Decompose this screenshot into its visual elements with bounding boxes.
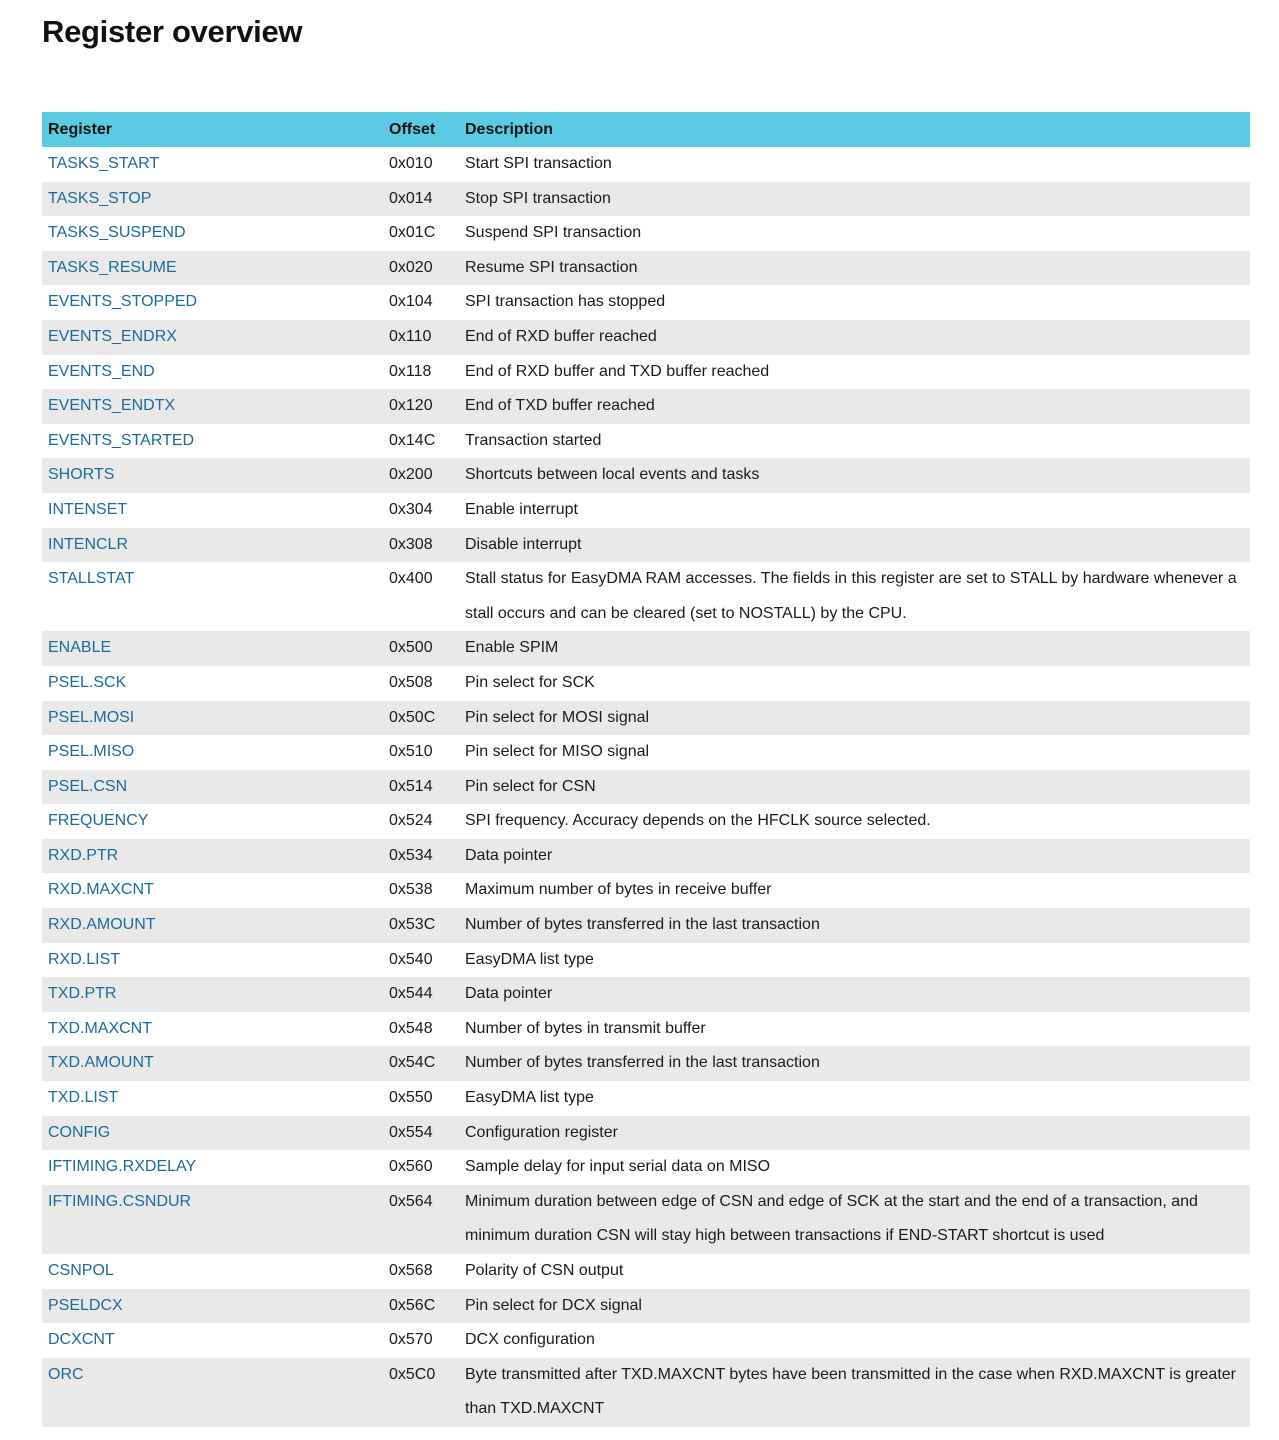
register-cell [42,182,383,217]
table-row [42,493,1250,528]
register-link[interactable]: PSELDCX [48,1296,123,1314]
description-cell: Stall status for EasyDMA RAM accesses. The fields in this register are set to STALL by hardware whenever a stall occurs and can be cleared (set to NOSTALL) by the CPU. [459,562,1250,631]
table-row [42,1254,1250,1289]
register-cell [42,216,383,251]
register-link[interactable]: TXD.PTR [48,985,117,1003]
register-cell [42,1116,383,1151]
table-row [42,943,1250,978]
description-cell: DCX configuration [459,1323,1250,1358]
table-row [42,631,1250,666]
register-cell [42,804,383,839]
description-cell: Polarity of CSN output [459,1254,1250,1289]
register-cell [42,320,383,355]
offset-cell: 0x118 [383,355,459,390]
offset-cell: 0x53C [383,908,459,943]
description-cell: Suspend SPI transaction [459,216,1250,251]
register-link[interactable]: ENABLE [48,639,112,657]
table-row [42,528,1250,563]
offset-cell: 0x014 [383,182,459,217]
table-row [42,666,1250,701]
register-cell [42,389,383,424]
offset-cell: 0x5C0 [383,1358,459,1427]
offset-cell: 0x568 [383,1254,459,1289]
offset-cell: 0x120 [383,389,459,424]
table-row [42,1323,1250,1358]
register-cell [42,1289,383,1324]
register-link[interactable]: RXD.MAXCNT [48,881,154,899]
description-cell: Data pointer [459,839,1250,874]
table-row [42,251,1250,286]
register-cell [42,355,383,390]
register-cell [42,1012,383,1047]
register-cell [42,1323,383,1358]
table-row [42,839,1250,874]
register-link[interactable]: RXD.LIST [48,950,121,968]
offset-cell: 0x308 [383,528,459,563]
table-row [42,873,1250,908]
register-cell [42,251,383,286]
table-row [42,320,1250,355]
register-cell [42,424,383,459]
register-cell [42,1358,383,1427]
register-link[interactable]: EVENTS_STARTED [48,431,195,449]
register-cell [42,839,383,874]
description-cell: Sample delay for input serial data on MISO [459,1150,1250,1185]
table-row [42,424,1250,459]
column-header-description: Description [459,112,1250,147]
table-row [42,355,1250,390]
table-row [42,1289,1250,1324]
offset-cell: 0x548 [383,1012,459,1047]
description-cell: Disable interrupt [459,528,1250,563]
description-cell: Byte transmitted after TXD.MAXCNT bytes have been transmitted in the case when RXD.MAXCNT is greater than TXD.MAXCNT [459,1358,1250,1427]
table-body [42,147,1250,1427]
table-row [42,216,1250,251]
register-link[interactable]: INTENCLR [48,535,129,553]
table-row [42,977,1250,1012]
table-row [42,701,1250,736]
register-cell [42,285,383,320]
table-row [42,1116,1250,1151]
table-row [42,458,1250,493]
register-cell [42,528,383,563]
page-title: Register overview [42,14,303,49]
register-cell [42,770,383,805]
table-header-row [42,112,1250,147]
register-link[interactable]: TXD.LIST [48,1089,119,1107]
register-cell [42,1254,383,1289]
description-cell: Number of bytes transferred in the last transaction [459,908,1250,943]
register-link[interactable]: PSEL.SCK [48,673,127,691]
register-link[interactable]: SHORTS [48,466,115,484]
description-cell: Start SPI transaction [459,147,1250,182]
offset-cell: 0x554 [383,1116,459,1151]
description-cell: End of TXD buffer reached [459,389,1250,424]
offset-cell: 0x544 [383,977,459,1012]
description-cell: Maximum number of bytes in receive buffer [459,873,1250,908]
table-row [42,1185,1250,1254]
description-cell: Minimum duration between edge of CSN and edge of SCK at the start and the end of a transaction, and minimum duration CSN will stay high between transactions if END-START shortcut is used [459,1185,1250,1254]
register-link[interactable]: EVENTS_ENDRX [48,327,177,345]
table-row [42,908,1250,943]
register-cell [42,701,383,736]
register-link[interactable]: INTENSET [48,500,128,518]
description-cell: Pin select for CSN [459,770,1250,805]
offset-cell: 0x510 [383,735,459,770]
description-cell: Enable interrupt [459,493,1250,528]
column-header-register: Register [42,112,383,147]
register-cell [42,873,383,908]
register-link[interactable]: IFTIMING.RXDELAY [48,1158,197,1176]
register-cell [42,631,383,666]
register-link[interactable]: PSEL.MISO [48,743,135,761]
description-cell: SPI transaction has stopped [459,285,1250,320]
register-cell [42,458,383,493]
table-row [42,1358,1250,1427]
description-cell: EasyDMA list type [459,1081,1250,1116]
register-link[interactable]: CSNPOL [48,1262,114,1279]
offset-cell: 0x524 [383,804,459,839]
register-link[interactable]: STALLSTAT [48,570,135,588]
table-row [42,1150,1250,1185]
table-row [42,1012,1250,1047]
description-cell: Shortcuts between local events and tasks [459,458,1250,493]
offset-cell: 0x540 [383,943,459,978]
offset-cell: 0x400 [383,562,459,631]
register-link[interactable]: TASKS_STOP [48,189,152,207]
register-link[interactable]: TXD.MAXCNT [48,1019,152,1037]
description-cell: Pin select for MOSI signal [459,701,1250,736]
description-cell: EasyDMA list type [459,943,1250,978]
description-cell: SPI frequency. Accuracy depends on the HFCLK source selected. [459,804,1250,839]
table-row [42,562,1250,631]
offset-cell: 0x500 [383,631,459,666]
register-link[interactable]: TXD.AMOUNT [48,1054,154,1072]
offset-cell: 0x560 [383,1150,459,1185]
offset-cell: 0x010 [383,147,459,182]
offset-cell: 0x110 [383,320,459,355]
register-link[interactable]: TASKS_SUSPEND [48,224,186,242]
register-cell [42,666,383,701]
register-link[interactable]: EVENTS_STOPPED [48,293,198,311]
table-row [42,735,1250,770]
description-cell: Number of bytes transferred in the last transaction [459,1046,1250,1081]
offset-cell: 0x56C [383,1289,459,1324]
table-row [42,1081,1250,1116]
table-row [42,147,1250,182]
description-cell: Pin select for DCX signal [459,1289,1250,1324]
description-cell: Enable SPIM [459,631,1250,666]
table-row [42,770,1250,805]
register-link[interactable]: ORC [48,1365,84,1383]
register-link[interactable]: DCXCNT [48,1331,115,1349]
register-table [42,112,1250,1427]
register-link[interactable]: CONFIG [48,1123,111,1141]
offset-cell: 0x104 [383,285,459,320]
register-link[interactable]: EVENTS_ENDTX [48,397,176,415]
register-link[interactable]: TASKS_RESUME [48,258,177,276]
offset-cell: 0x54C [383,1046,459,1081]
description-cell: Pin select for MISO signal [459,735,1250,770]
column-header-offset: Offset [383,112,459,147]
offset-cell: 0x538 [383,873,459,908]
register-cell [42,562,383,631]
table-row [42,389,1250,424]
description-cell: Resume SPI transaction [459,251,1250,286]
register-link[interactable]: IFTIMING.CSNDUR [48,1192,192,1210]
register-link[interactable]: RXD.PTR [48,846,119,864]
description-cell: Number of bytes in transmit buffer [459,1012,1250,1047]
table-row [42,1046,1250,1081]
offset-cell: 0x514 [383,770,459,805]
description-cell: Configuration register [459,1116,1250,1151]
register-cell [42,147,383,182]
offset-cell: 0x14C [383,424,459,459]
offset-cell: 0x564 [383,1185,459,1254]
register-cell [42,493,383,528]
offset-cell: 0x570 [383,1323,459,1358]
register-link[interactable]: TASKS_START [48,155,160,172]
register-cell [42,1150,383,1185]
register-cell [42,1081,383,1116]
offset-cell: 0x50C [383,701,459,736]
register-cell [42,977,383,1012]
register-cell [42,1185,383,1254]
description-cell: Data pointer [459,977,1250,1012]
register-cell [42,1046,383,1081]
register-cell [42,735,383,770]
description-cell: End of RXD buffer reached [459,320,1250,355]
description-cell: Stop SPI transaction [459,182,1250,217]
description-cell: Pin select for SCK [459,666,1250,701]
offset-cell: 0x020 [383,251,459,286]
register-link[interactable]: EVENTS_END [48,362,155,380]
register-link[interactable]: PSEL.CSN [48,777,128,795]
description-cell: Transaction started [459,424,1250,459]
register-link[interactable]: FREQUENCY [48,812,149,830]
table-row [42,804,1250,839]
offset-cell: 0x304 [383,493,459,528]
register-link[interactable]: RXD.AMOUNT [48,916,156,934]
register-cell [42,943,383,978]
offset-cell: 0x01C [383,216,459,251]
register-cell [42,908,383,943]
offset-cell: 0x200 [383,458,459,493]
table-row [42,182,1250,217]
offset-cell: 0x508 [383,666,459,701]
description-cell: End of RXD buffer and TXD buffer reached [459,355,1250,390]
register-link[interactable]: PSEL.MOSI [48,708,135,726]
offset-cell: 0x534 [383,839,459,874]
table-row [42,285,1250,320]
offset-cell: 0x550 [383,1081,459,1116]
